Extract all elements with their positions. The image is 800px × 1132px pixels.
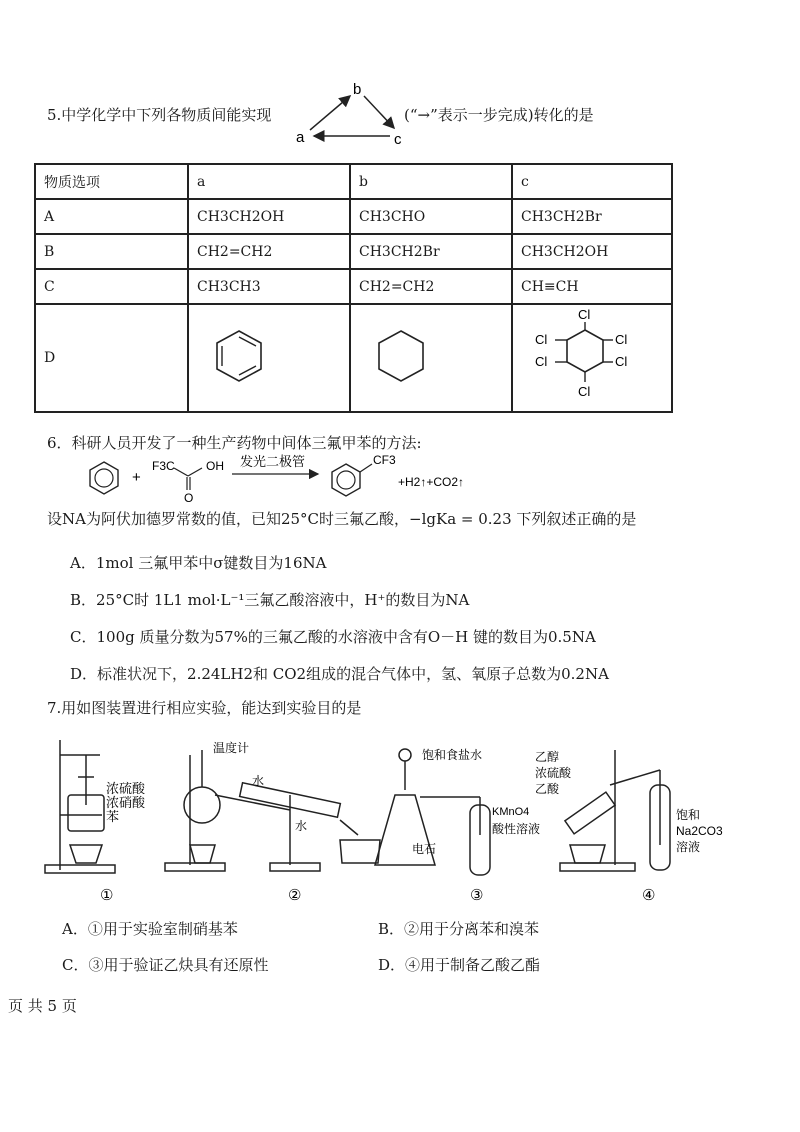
arrow-a-b	[310, 96, 350, 130]
svg-text:Cl: Cl	[615, 332, 628, 347]
svg-text:Cl: Cl	[535, 354, 548, 369]
formula: CH≡CH	[521, 278, 579, 295]
q5-stem-prefix: 5.中学化学中下列各物质间能实现	[47, 106, 272, 124]
row-label: A	[35, 199, 188, 234]
cell-c	[512, 304, 672, 412]
svg-text:+: +	[132, 469, 141, 486]
q5-table	[34, 163, 673, 413]
q7-option-d[interactable]: D．④用于制备乙酸乙酯	[378, 956, 541, 974]
header-cell: b	[350, 164, 512, 199]
formula: CH2=CH2	[197, 243, 273, 260]
formula: CH2=CH2	[359, 278, 435, 295]
svg-text:乙酸: 乙酸	[535, 782, 560, 796]
cell-b	[350, 269, 512, 304]
cell-b	[350, 234, 512, 269]
svg-text:饱和食盐水: 饱和食盐水	[422, 748, 483, 762]
node-b: b	[353, 81, 362, 98]
formula: CH3CH2Br	[359, 243, 440, 260]
row-label: C	[35, 269, 188, 304]
cell-a	[188, 199, 350, 234]
q5-stem-suffix: (“→”表示一步完成)转化的是	[404, 106, 594, 124]
svg-text:浓硫酸: 浓硫酸	[535, 766, 572, 780]
trifluorotoluene-product	[332, 464, 360, 496]
table-row	[35, 234, 672, 269]
svg-text:OH: OH	[206, 459, 224, 473]
node-c: c	[394, 131, 402, 148]
svg-text:Na2CO3: Na2CO3	[676, 824, 723, 838]
figure-number: ④	[642, 887, 656, 904]
svg-text:乙醇: 乙醇	[535, 750, 560, 764]
q7-option-b[interactable]: B．②用于分离苯和溴苯	[378, 920, 540, 938]
row-label: D	[35, 304, 188, 412]
formula: CH3CH3	[197, 278, 261, 295]
q7-apparatus-figure	[40, 735, 740, 905]
svg-text:温度计: 温度计	[213, 741, 250, 755]
q6-option-d[interactable]: D．标准状况下，2.24LH2和 CO2组成的混合气体中，氢、氧原子总数为0.2NA	[70, 665, 609, 683]
svg-text:Cl: Cl	[578, 307, 591, 322]
header-cell: c	[512, 164, 672, 199]
svg-text:KMnO4: KMnO4	[492, 806, 530, 818]
svg-text:Cl: Cl	[578, 384, 591, 399]
benzene-reactant	[90, 462, 118, 494]
svg-text:水: 水	[252, 774, 265, 788]
q6-given: 设NA为阿伏加德罗常数的值，已知25°C时三氟乙酸，−lgKa = 0.23 下列叙述正确的是	[47, 510, 637, 528]
hexachlorocyclohexane-structure	[521, 306, 641, 406]
svg-text:苯: 苯	[106, 809, 120, 824]
q5-cycle-diagram	[290, 80, 415, 150]
apparatus-2	[165, 750, 380, 871]
svg-text:O: O	[184, 491, 194, 505]
apparatus-3	[375, 749, 490, 875]
cell-a	[188, 234, 350, 269]
q7-option-c[interactable]: C．③用于验证乙炔具有还原性	[62, 956, 269, 974]
header-cell: a	[188, 164, 350, 199]
cell-b	[350, 304, 512, 412]
svg-text:水: 水	[295, 819, 308, 833]
svg-text:浓硝酸: 浓硝酸	[106, 795, 146, 810]
formula: CH3CH2Br	[521, 208, 602, 225]
formula: CH3CHO	[359, 208, 426, 225]
q7-stem: 7.用如图装置进行相应实验，能达到实验目的是	[47, 699, 362, 717]
cell-b	[350, 199, 512, 234]
svg-text:酸性溶液: 酸性溶液	[492, 822, 541, 836]
cell-c	[512, 269, 672, 304]
table-header-row	[35, 164, 672, 199]
cyclohexane-structure	[371, 326, 431, 386]
table-row	[35, 304, 672, 412]
table-row	[35, 199, 672, 234]
q6-option-b[interactable]: B．25°C时 1L1 mol·L⁻¹三氟乙酸溶液中，H⁺的数目为NA	[70, 591, 470, 609]
figure-number: ②	[288, 887, 302, 904]
svg-text:F3C: F3C	[152, 459, 175, 473]
q6-reaction	[80, 452, 500, 510]
cell-c	[512, 234, 672, 269]
svg-text:电石: 电石	[412, 842, 437, 856]
cell-a	[188, 269, 350, 304]
q6-stem: 6．科研人员开发了一种生产药物中间体三氟甲苯的方法:	[47, 434, 422, 452]
apparatus-1	[45, 740, 115, 873]
cell-a	[188, 304, 350, 412]
q7-option-a[interactable]: A．①用于实验室制硝基苯	[62, 920, 238, 938]
svg-text:Cl: Cl	[535, 332, 548, 347]
header-cell: 物质选项	[35, 164, 188, 199]
figure-number: ③	[470, 887, 484, 904]
q6-option-a[interactable]: A．1mol 三氟甲苯中σ键数目为16NA	[70, 554, 327, 572]
svg-text:溶液: 溶液	[676, 840, 701, 854]
table-row	[35, 269, 672, 304]
svg-text:浓硫酸: 浓硫酸	[106, 781, 146, 796]
row-label: B	[35, 234, 188, 269]
node-a: a	[296, 129, 305, 146]
svg-text:发光二极管: 发光二极管	[240, 454, 306, 469]
figure-number: ①	[100, 887, 114, 904]
benzene-structure	[209, 326, 269, 386]
svg-text:Cl: Cl	[615, 354, 628, 369]
apparatus-4	[560, 750, 670, 871]
q6-option-c[interactable]: C．100g 质量分数为57%的三氟乙酸的水溶液中含有O－H 键的数目为0.5NA	[70, 628, 596, 646]
formula: CH3CH2OH	[197, 208, 285, 225]
svg-text:+H2↑+CO2↑: +H2↑+CO2↑	[398, 475, 465, 489]
svg-text:饱和: 饱和	[676, 808, 701, 822]
page-footer: 页 共 5 页	[8, 997, 77, 1015]
formula: CH3CH2OH	[521, 243, 609, 260]
svg-text:CF3: CF3	[373, 453, 396, 467]
arrow-b-c	[364, 96, 394, 128]
cell-c	[512, 199, 672, 234]
